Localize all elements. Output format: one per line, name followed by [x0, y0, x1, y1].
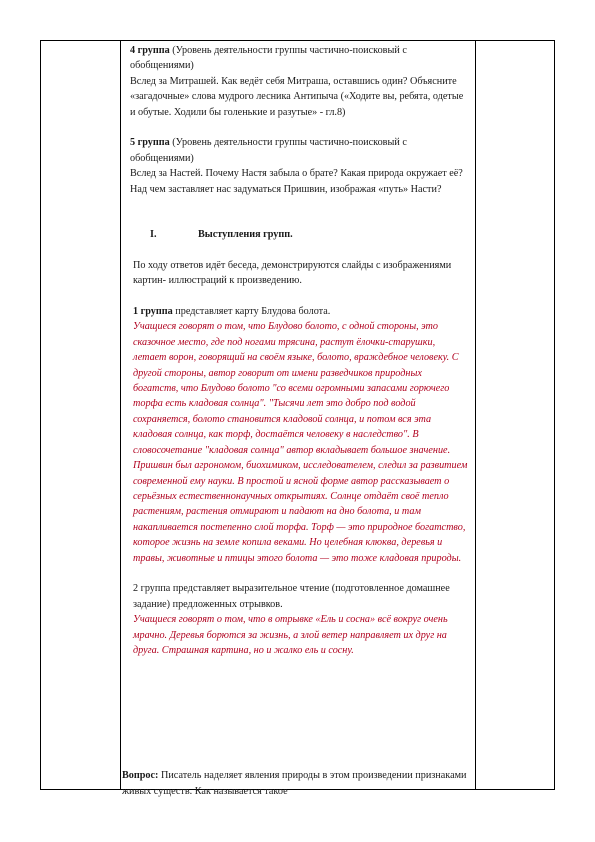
table-cell-right [475, 40, 555, 790]
group1-title: 1 группа [133, 306, 173, 318]
question-paragraph [122, 768, 472, 799]
group2-paragraph [130, 581, 468, 658]
group5-task: Вслед за Настей. Почему Настя забыла о брате? Какая природа окружает её? Над чем заставляет нас задуматься Пришвин, изображая «путь» Насти? [130, 168, 463, 195]
section-heading [130, 227, 468, 242]
lesson-content [130, 43, 468, 658]
table-cell-left [40, 40, 121, 790]
group5-title: 5 группа [130, 137, 170, 149]
group2-answer: Учащиеся говорят о том, что в отрывке «Ель и сосна» всё вокруг очень мрачно. Деревья борются за жизнь, а злой ветер направляет их друг на друга. Страшная картина, но и жалко ель и сосну. [133, 614, 448, 656]
group1-answer: Учащиеся говорят о том, что Блудово болото, с одной стороны, это сказочное место, где под ногами трясина, растут ёлочки-старушки, летает ворон, говорящий на своём языке, болото, враждебное человеку. С другой стороны, автор говорит от имени разведчиков природных богатств, что Блудово болото "со всеми огромными запасами горючего торфа есть кладовая солнца". "Тысячи лет это добро под водой сохраняется, болото становится кладовой солнца, и потом вся эта кладовая солнца, как торф, достаётся человеку в наследство". В словосочетание "кладовая солнца" автор вкладывает большое значение. Пришвин был агрономом, биохимиком, исследователем, следил за развитием современной ему науки. В простой и ясной форме автор рассказывает о серьёзных естественнонаучных открытиях. Солнце отдаёт своё тепло растениям, растения отмирают и падают на дно болота, и там накапливается постепенно слой торфа. Торф — это природное богатство, которое жизнь на земле копила веками. Но целебная клюква, деревья и травы, животные и птицы этого болота — это тоже кладовая природы. [133, 321, 468, 564]
question-text: Писатель наделяет явления природы в этом произведении признаками живых существ. Как называется такое [122, 770, 467, 797]
group5-level: (Уровень деятельности группы частично-поисковый с обобщениями) [130, 137, 407, 164]
group4-level: (Уровень деятельности группы частично-поисковый с обобщениями) [130, 45, 407, 72]
question-label: Вопрос: [122, 770, 159, 782]
group4-title: 4 группа [130, 45, 170, 56]
group4-paragraph [130, 43, 468, 120]
group1-text: представляет карту Блудова болота. [172, 306, 331, 318]
intro-paragraph: По ходу ответов идёт беседа, демонстрируются слайды с изображениями картин- иллюстраций к произведению. [133, 259, 452, 287]
group4-task: Вслед за Митрашей. Как ведёт себя Митраша, оставшись один? Объясните «загадочные» слова мудрого лесника Антипыча («Ходите вы, ребята, одетые и обутые. Ходили бы голенькие и разутые» - гл.8) [130, 75, 464, 118]
group2-text: 2 группа представляет выразительное чтение (подготовленное домашнее задание) предложенных отрывков. [133, 583, 450, 610]
group1-paragraph [130, 304, 468, 566]
group5-paragraph [130, 135, 468, 197]
section-number: I. [150, 229, 157, 241]
section-title: Выступления групп. [198, 229, 293, 241]
